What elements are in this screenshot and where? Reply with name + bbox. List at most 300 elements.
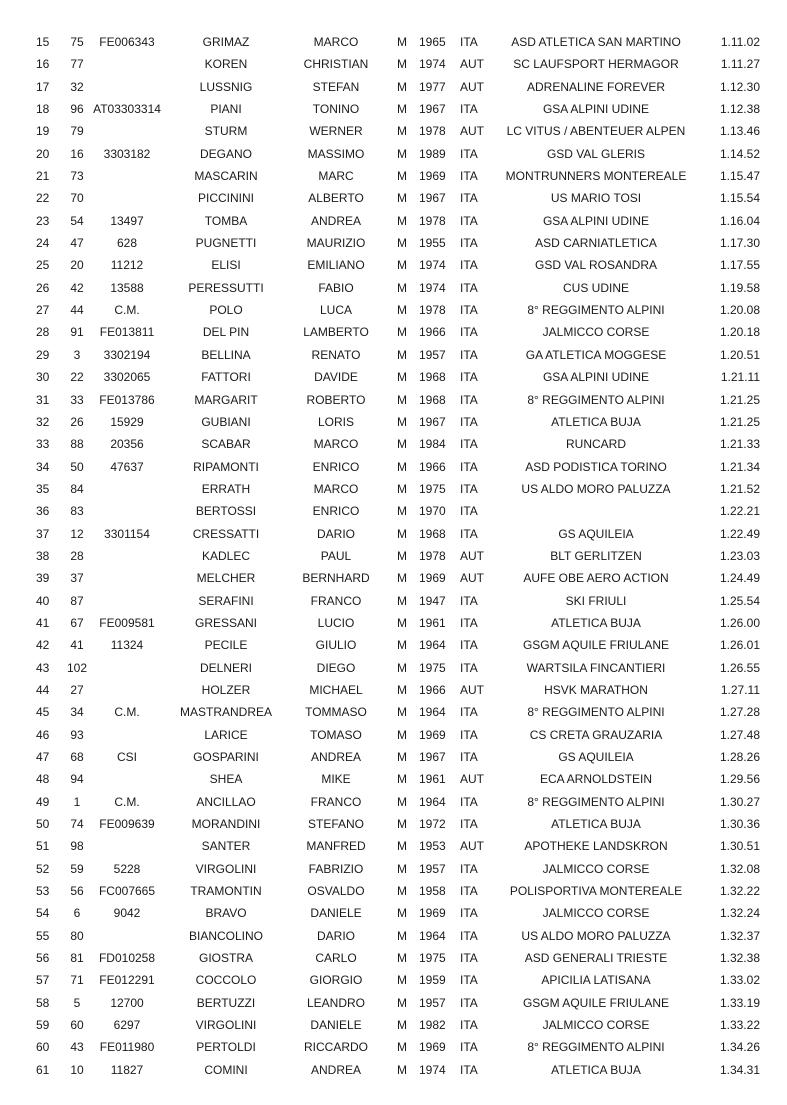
sex-cell: M [397,951,407,966]
table-row [0,657,787,679]
nationality-cell: ITA [460,995,478,1010]
club-cell: RUNCARD [566,437,626,452]
surname-cell: POLO [209,303,243,318]
first-name-cell: EMILIANO [307,258,365,273]
nationality-cell: ITA [460,481,478,496]
surname-cell: STURM [204,124,248,139]
birth-year-cell: 1989 [419,146,446,161]
birth-year-cell: 1967 [419,102,446,117]
position-cell: 50 [36,817,50,832]
club-cell: ECA ARNOLDSTEIN [539,772,653,787]
table-row [0,456,787,478]
finish-time-cell: 1.33.02 [719,973,760,988]
surname-cell: MASTRANDREA [179,705,272,720]
nationality-cell: ITA [460,191,478,206]
first-name-cell: RENATO [311,347,361,362]
nationality-cell: ITA [460,660,478,675]
nationality-cell: ITA [460,504,478,519]
surname-cell: PIANI [210,102,242,117]
finish-time-cell: 1.21.52 [719,481,760,496]
membership-card-cell: 20356 [110,437,144,452]
first-name-cell: STEFANO [307,817,364,832]
first-name-cell: GIORGIO [309,973,363,988]
first-name-cell: GIULIO [315,638,357,653]
surname-cell: GRESSANI [194,615,257,630]
birth-year-cell: 1969 [419,1040,446,1055]
surname-cell: BELLINA [201,347,251,362]
table-row [0,411,787,433]
table-row [0,835,787,857]
club-cell: GSGM AQUILE FRIULANE [522,638,670,653]
finish-time-cell: 1.32.24 [719,906,760,921]
table-row [0,1059,787,1081]
membership-card-cell: 3302194 [103,347,151,362]
birth-year-cell: 1969 [419,906,446,921]
first-name-cell: MARCO [313,437,359,452]
surname-cell: LUSSNIG [199,79,253,94]
surname-cell: HOLZER [201,682,251,697]
membership-card-cell: 3302065 [103,370,151,385]
sex-cell: M [397,303,407,318]
position-cell: 57 [36,973,50,988]
birth-year-cell: 1968 [419,526,446,541]
first-name-cell: DARIO [316,526,355,541]
surname-cell: FATTORI [201,370,251,385]
bib-number-cell: 93 [70,727,84,742]
sex-cell: M [397,35,407,49]
table-row [0,31,787,53]
position-cell: 22 [36,191,50,206]
club-cell: 8° REGGIMENTO ALPINI [527,1040,665,1055]
nationality-cell: ITA [460,370,478,385]
surname-cell: BRAVO [205,906,247,921]
membership-card-cell: 6297 [113,1018,141,1033]
table-row [0,277,787,299]
position-cell: 52 [36,861,50,876]
bib-number-cell: 37 [70,571,84,586]
first-name-cell: ANDREA [310,213,361,228]
surname-cell: RIPAMONTI [193,459,259,474]
bib-number-cell: 44 [70,303,84,318]
table-row [0,1014,787,1036]
table-row [0,321,787,343]
birth-year-cell: 1967 [419,750,446,764]
nationality-cell: ITA [460,1062,478,1077]
club-cell: GSA ALPINI UDINE [542,102,650,117]
nationality-cell: ITA [460,861,478,876]
bib-number-cell: 12 [70,526,84,541]
bib-number-cell: 59 [70,861,84,876]
nationality-cell: ITA [460,705,478,720]
position-cell: 24 [36,236,50,251]
nationality-cell: ITA [460,459,478,474]
club-cell: GSA ALPINI UDINE [542,213,650,228]
birth-year-cell: 1982 [419,1018,446,1033]
finish-time-cell: 1.16.04 [719,213,760,228]
nationality-cell: AUT [460,571,484,586]
finish-time-cell: 1.15.54 [719,191,760,206]
position-cell: 48 [36,772,50,787]
sex-cell: M [397,884,407,899]
birth-year-cell: 1964 [419,705,446,720]
club-cell: 8° REGGIMENTO ALPINI [527,303,665,318]
membership-card-cell: C.M. [114,794,140,809]
club-cell: 8° REGGIMENTO ALPINI [527,705,665,720]
surname-cell: MASCARIN [194,169,258,184]
bib-number-cell: 87 [70,593,84,608]
position-cell: 26 [36,280,50,295]
position-cell: 23 [36,213,50,228]
position-cell: 43 [36,660,50,675]
nationality-cell: ITA [460,437,478,452]
first-name-cell: DAVIDE [314,370,358,385]
finish-time-cell: 1.30.27 [719,794,760,809]
membership-card-cell: 5228 [113,861,141,876]
finish-time-cell: 1.21.25 [719,392,760,407]
first-name-cell: LUCA [319,303,352,318]
position-cell: 53 [36,884,50,899]
position-cell: 49 [36,794,50,809]
surname-cell: GIOSTRA [198,951,253,966]
first-name-cell: LORIS [317,414,354,429]
nationality-cell: AUT [460,548,484,563]
table-row [0,165,787,187]
finish-time-cell: 1.11.27 [720,57,760,72]
bib-number-cell: 26 [70,414,84,429]
club-cell: US ALDO MORO PALUZZA [521,481,671,496]
club-cell: POLISPORTIVA MONTEREALE [509,884,683,899]
sex-cell: M [397,615,407,630]
table-row [0,500,787,522]
birth-year-cell: 1961 [419,615,446,630]
position-cell: 28 [36,325,50,340]
position-cell: 61 [36,1062,50,1077]
first-name-cell: OSVALDO [307,884,365,899]
surname-cell: SHEA [209,772,243,787]
sex-cell: M [397,146,407,161]
first-name-cell: ANDREA [310,750,361,764]
sex-cell: M [397,57,407,72]
bib-number-cell: 34 [70,705,84,720]
nationality-cell: ITA [460,169,478,184]
sex-cell: M [397,370,407,385]
finish-time-cell: 1.22.21 [719,504,760,519]
bib-number-cell: 60 [70,1018,84,1033]
first-name-cell: MICHAEL [309,682,363,697]
surname-cell: VIRGOLINI [195,1018,257,1033]
membership-card-cell: 13588 [110,280,144,295]
position-cell: 16 [36,57,50,72]
club-cell: APICILIA LATISANA [541,973,651,988]
sex-cell: M [397,1062,407,1077]
surname-cell: SERAFINI [198,593,254,608]
finish-time-cell: 1.32.08 [719,861,760,876]
position-cell: 40 [36,593,50,608]
club-cell: BLT GERLITZEN [550,548,642,563]
bib-number-cell: 88 [70,437,84,452]
birth-year-cell: 1958 [419,884,446,899]
club-cell: GSD VAL GLERIS [546,146,646,161]
surname-cell: ANCILLAO [196,794,256,809]
table-row [0,210,787,232]
nationality-cell: ITA [460,236,478,251]
sex-cell: M [397,839,407,854]
bib-number-cell: 42 [70,280,84,295]
membership-card-cell: AT03303314 [93,102,161,117]
surname-cell: ELISI [211,258,241,273]
club-cell: CS CRETA GRAUZARIA [529,727,663,742]
nationality-cell: ITA [460,750,478,764]
table-row [0,53,787,75]
finish-time-cell: 1.11.02 [720,35,760,49]
position-cell: 42 [36,638,50,653]
finish-time-cell: 1.29.56 [719,772,760,787]
club-cell: ATLETICA BUJA [551,615,641,630]
table-row [0,992,787,1014]
finish-time-cell: 1.32.38 [719,951,760,966]
first-name-cell: ALBERTO [308,191,364,206]
first-name-cell: DIEGO [316,660,356,675]
sex-cell: M [397,504,407,519]
sex-cell: M [397,191,407,206]
nationality-cell: ITA [460,258,478,273]
surname-cell: VIRGOLINI [195,861,257,876]
position-cell: 21 [36,169,50,184]
finish-time-cell: 1.26.55 [719,660,760,675]
sex-cell: M [397,750,407,764]
nationality-cell: AUT [460,57,484,72]
first-name-cell: LUCIO [317,615,355,630]
sex-cell: M [397,236,407,251]
birth-year-cell: 1957 [419,347,446,362]
bib-number-cell: 28 [70,548,84,563]
birth-year-cell: 1975 [419,660,446,675]
nationality-cell: ITA [460,325,478,340]
bib-number-cell: 43 [70,1040,84,1055]
bib-number-cell: 71 [70,973,84,988]
birth-year-cell: 1969 [419,169,446,184]
birth-year-cell: 1964 [419,928,446,943]
club-cell: JALMICCO CORSE [542,1018,650,1033]
finish-time-cell: 1.21.33 [719,437,760,452]
sex-cell: M [397,79,407,94]
finish-time-cell: 1.22.49 [719,526,760,541]
bib-number-cell: 67 [70,615,84,630]
finish-time-cell: 1.17.55 [719,258,760,273]
nationality-cell: ITA [460,973,478,988]
position-cell: 44 [36,682,50,697]
birth-year-cell: 1964 [419,638,446,653]
first-name-cell: MIKE [321,772,351,787]
bib-number-cell: 75 [70,35,84,49]
nationality-cell: ITA [460,638,478,653]
finish-time-cell: 1.27.28 [719,705,760,720]
position-cell: 27 [36,303,50,318]
bib-number-cell: 81 [70,951,84,966]
table-row [0,902,787,924]
club-cell: ASD CARNIATLETICA [535,236,657,251]
club-cell: JALMICCO CORSE [542,325,650,340]
club-cell: APOTHEKE LANDSKRON [524,839,668,854]
table-row [0,724,787,746]
club-cell: SC LAUFSPORT HERMAGOR [513,57,679,72]
club-cell: ATLETICA BUJA [551,1062,641,1077]
membership-card-cell: FE009581 [99,615,155,630]
club-cell: JALMICCO CORSE [542,861,650,876]
surname-cell: COMINI [204,1062,248,1077]
surname-cell: TOMBA [204,213,248,228]
birth-year-cell: 1957 [419,995,446,1010]
nationality-cell: AUT [460,682,484,697]
birth-year-cell: 1978 [419,124,446,139]
club-cell: US ALDO MORO PALUZZA [521,928,671,943]
bib-number-cell: 56 [70,884,84,899]
membership-card-cell: 11324 [110,638,144,653]
finish-time-cell: 1.20.18 [719,325,760,340]
bib-number-cell: 94 [70,772,84,787]
finish-time-cell: 1.21.25 [719,414,760,429]
bib-number-cell: 47 [70,236,84,251]
position-cell: 15 [36,35,50,49]
nationality-cell: AUT [460,839,484,854]
birth-year-cell: 1967 [419,191,446,206]
table-row [0,858,787,880]
membership-card-cell: 13497 [110,213,144,228]
table-row [0,590,787,612]
bib-number-cell: 83 [70,504,84,519]
club-cell: HSVK MARATHON [544,682,648,697]
table-row [0,947,787,969]
first-name-cell: FRANCO [310,794,362,809]
first-name-cell: PAUL [320,548,352,563]
position-cell: 41 [36,615,50,630]
membership-card-cell: 9042 [113,906,141,921]
surname-cell: MELCHER [196,571,256,586]
birth-year-cell: 1977 [419,79,446,94]
table-row [0,232,787,254]
first-name-cell: BERNHARD [302,571,370,586]
club-cell: GA ATLETICA MOGGESE [525,347,667,362]
club-cell: ASD PODISTICA TORINO [525,459,667,474]
birth-year-cell: 1974 [419,280,446,295]
table-row [0,1036,787,1058]
bib-number-cell: 84 [70,481,84,496]
finish-time-cell: 1.28.26 [719,750,760,764]
birth-year-cell: 1968 [419,370,446,385]
nationality-cell: ITA [460,303,478,318]
surname-cell: DEL PIN [202,325,250,340]
position-cell: 25 [36,258,50,273]
finish-time-cell: 1.21.34 [719,459,760,474]
bib-number-cell: 32 [70,79,84,94]
first-name-cell: ENRICO [312,504,360,519]
bib-number-cell: 10 [70,1062,84,1077]
first-name-cell: LAMBERTO [303,325,369,340]
club-cell: GS AQUILEIA [558,750,634,764]
first-name-cell: CHRISTIAN [303,57,369,72]
finish-time-cell: 1.33.22 [719,1018,760,1033]
sex-cell: M [397,213,407,228]
membership-card-cell: C.M. [114,303,140,318]
finish-time-cell: 1.30.51 [719,839,760,854]
position-cell: 45 [36,705,50,720]
surname-cell: MORANDINI [191,817,261,832]
club-cell: SKI FRIULI [565,593,627,608]
surname-cell: GRIMAZ [202,35,250,49]
table-row [0,344,787,366]
first-name-cell: MASSIMO [307,146,365,161]
nationality-cell: ITA [460,884,478,899]
nationality-cell: ITA [460,928,478,943]
membership-card-cell: FE009639 [99,817,155,832]
sex-cell: M [397,481,407,496]
surname-cell: SCABAR [201,437,251,452]
surname-cell: PUGNETTI [195,236,257,251]
sex-cell: M [397,347,407,362]
position-cell: 39 [36,571,50,586]
surname-cell: GOSPARINI [193,750,259,764]
surname-cell: COCCOLO [195,973,257,988]
membership-card-cell: FE013811 [99,325,155,340]
surname-cell: MARGARIT [194,392,258,407]
membership-card-cell: FD010258 [98,951,156,966]
club-cell: ASD ATLETICA SAN MARTINO [511,35,681,49]
sex-cell: M [397,437,407,452]
nationality-cell: ITA [460,102,478,117]
birth-year-cell: 1959 [419,973,446,988]
bib-number-cell: 33 [70,392,84,407]
first-name-cell: FABRIZIO [308,861,364,876]
position-cell: 37 [36,526,50,541]
membership-card-cell: FC007665 [98,884,156,899]
birth-year-cell: 1975 [419,481,446,496]
birth-year-cell: 1967 [419,414,446,429]
surname-cell: SANTER [201,839,251,854]
position-cell: 33 [36,437,50,452]
finish-time-cell: 1.12.38 [719,102,760,117]
bib-number-cell: 79 [70,124,84,139]
club-cell: CUS UDINE [562,280,629,295]
surname-cell: BERTOSSI [195,504,257,519]
first-name-cell: RICCARDO [303,1040,368,1055]
position-cell: 60 [36,1040,50,1055]
membership-card-cell: FE013786 [99,392,155,407]
birth-year-cell: 1978 [419,548,446,563]
birth-year-cell: 1947 [419,593,446,608]
position-cell: 32 [36,414,50,429]
position-cell: 56 [36,951,50,966]
table-row [0,143,787,165]
sex-cell: M [397,906,407,921]
sex-cell: M [397,526,407,541]
sex-cell: M [397,548,407,563]
finish-time-cell: 1.34.26 [719,1040,760,1055]
position-cell: 19 [36,124,50,139]
bib-number-cell: 96 [70,102,84,117]
club-cell: ADRENALINE FOREVER [526,79,666,94]
table-row [0,76,787,98]
table-row [0,98,787,120]
sex-cell: M [397,414,407,429]
nationality-cell: ITA [460,593,478,608]
bib-number-cell: 80 [70,928,84,943]
table-row [0,254,787,276]
sex-cell: M [397,1040,407,1055]
bib-number-cell: 50 [70,459,84,474]
sex-cell: M [397,124,407,139]
club-cell: 8° REGGIMENTO ALPINI [527,794,665,809]
sex-cell: M [397,258,407,273]
